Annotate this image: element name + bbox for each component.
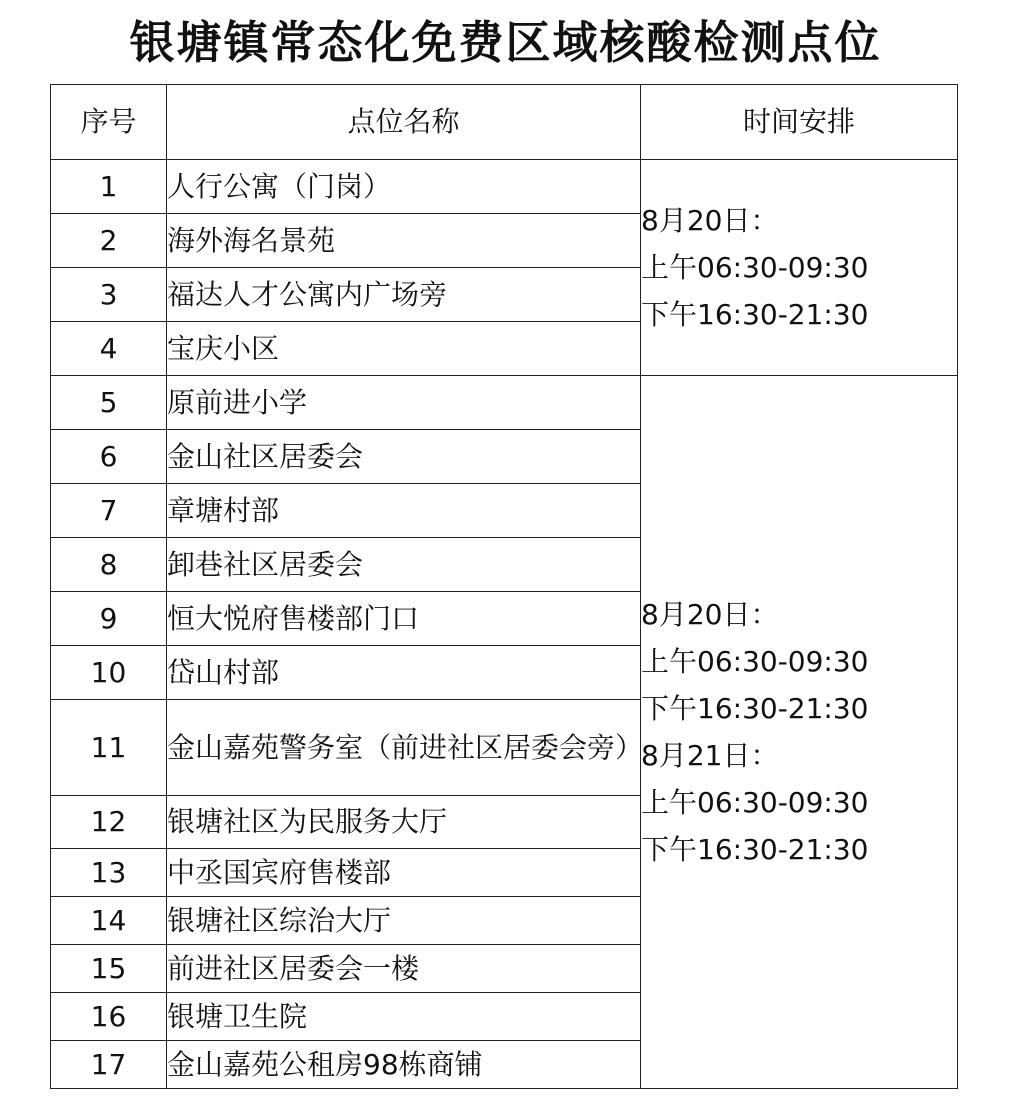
row-number: 17 [51, 1041, 167, 1089]
site-name: 恒大悦府售楼部门口 [167, 592, 641, 646]
row-number: 2 [51, 214, 167, 268]
site-name: 章塘村部 [167, 484, 641, 538]
schedule-date: 8月20日： [641, 598, 779, 631]
testing-sites-table [50, 84, 958, 1089]
table-row [51, 160, 958, 214]
schedule-morning: 上午06:30-09:30 [641, 645, 869, 678]
header-site-name: 点位名称 [167, 85, 641, 160]
site-name: 金山嘉苑警务室（前进社区居委会旁） [167, 700, 641, 796]
site-name: 原前进小学 [167, 376, 641, 430]
site-name: 人行公寓（门岗） [167, 160, 641, 214]
schedule-morning: 上午06:30-09:30 [641, 786, 869, 819]
row-number: 12 [51, 796, 167, 849]
schedule-morning: 上午06:30-09:30 [641, 251, 869, 284]
site-name: 金山社区居委会 [167, 430, 641, 484]
table-row [51, 376, 958, 430]
site-name: 银塘社区为民服务大厅 [167, 796, 641, 849]
site-name: 银塘卫生院 [167, 993, 641, 1041]
row-number: 1 [51, 160, 167, 214]
schedule-cell-group-1 [641, 160, 958, 376]
site-name: 岱山村部 [167, 646, 641, 700]
site-name: 中丞国宾府售楼部 [167, 849, 641, 897]
page-title: 银塘镇常态化免费区域核酸检测点位 [129, 16, 882, 69]
site-name: 金山嘉苑公租房98栋商铺 [167, 1041, 641, 1089]
site-name: 前进社区居委会一楼 [167, 945, 641, 993]
schedule-date: 8月21日： [641, 739, 779, 772]
header-index: 序号 [51, 85, 167, 160]
row-number: 15 [51, 945, 167, 993]
row-number: 14 [51, 897, 167, 945]
row-number: 4 [51, 322, 167, 376]
row-number: 16 [51, 993, 167, 1041]
row-number: 9 [51, 592, 167, 646]
schedule-afternoon: 下午16:30-21:30 [641, 298, 869, 331]
row-number: 13 [51, 849, 167, 897]
header-schedule: 时间安排 [641, 85, 958, 160]
site-name: 卸巷社区居委会 [167, 538, 641, 592]
row-number: 8 [51, 538, 167, 592]
row-number: 10 [51, 646, 167, 700]
row-number: 11 [51, 700, 167, 796]
site-name: 海外海名景苑 [167, 214, 641, 268]
schedule-afternoon: 下午16:30-21:30 [641, 833, 869, 866]
schedule-date: 8月20日： [641, 204, 779, 237]
row-number: 6 [51, 430, 167, 484]
row-number: 5 [51, 376, 167, 430]
header-row [51, 85, 958, 160]
site-name: 宝庆小区 [167, 322, 641, 376]
row-number: 7 [51, 484, 167, 538]
schedule-cell-group-2 [641, 376, 958, 1089]
row-number: 3 [51, 268, 167, 322]
site-name: 福达人才公寓内广场旁 [167, 268, 641, 322]
site-name: 银塘社区综治大厅 [167, 897, 641, 945]
schedule-afternoon: 下午16:30-21:30 [641, 692, 869, 725]
